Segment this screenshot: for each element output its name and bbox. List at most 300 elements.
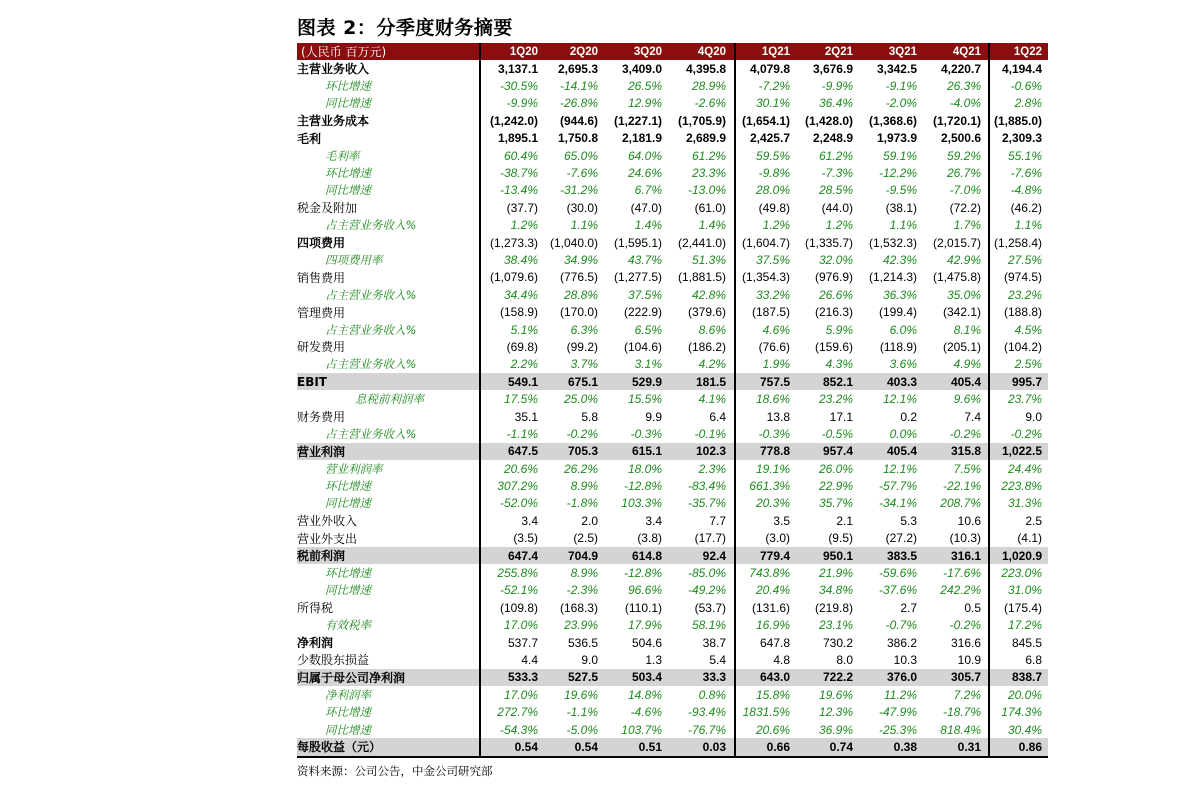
cell-2q20: 28.8% (563, 287, 598, 302)
row-label: 四项费用率 (325, 252, 383, 267)
table-row (297, 77, 1048, 94)
cell-2q21: 2.1 (836, 513, 853, 528)
cell-3q21: -2.0% (885, 96, 917, 111)
cell-2q21: 19.6% (818, 687, 853, 702)
cell-3q21: (1,214.3) (868, 270, 917, 285)
cell-1q20: 0.54 (514, 739, 538, 754)
cell-1q22: 24.4% (1007, 461, 1042, 476)
cell-2q21: 61.2% (818, 148, 853, 163)
cell-3q21: -0.7% (885, 618, 917, 633)
table-row (297, 199, 1048, 216)
cell-1q22: (175.4) (1003, 600, 1042, 615)
cell-3q21: 376.0 (886, 670, 917, 685)
cell-3q20: 503.4 (631, 670, 662, 685)
cell-1q22: 174.3% (1001, 705, 1042, 720)
cell-4q21: 10.6 (957, 513, 981, 528)
cell-1q21: (1,604.7) (741, 235, 790, 250)
cell-4q20: 102.3 (695, 444, 726, 459)
cell-1q21: (131.6) (751, 600, 790, 615)
cell-4q20: 1.4% (698, 218, 726, 233)
row-label: EBIT (297, 374, 327, 389)
cell-1q21: 643.0 (759, 670, 790, 685)
cell-1q20: (1,242.0) (489, 113, 538, 128)
cell-2q21: 722.2 (822, 670, 853, 685)
row-label: 净利润率 (325, 687, 371, 702)
cell-3q20: (1,277.5) (613, 270, 662, 285)
cell-4q21: 208.7% (940, 496, 981, 511)
cell-3q21: 11.2% (883, 687, 917, 702)
table-row (297, 147, 1048, 164)
cell-3q21: 3,342.5 (876, 61, 917, 76)
cell-1q20: (3.5) (513, 531, 538, 546)
cell-4q20: -85.0% (687, 566, 726, 581)
cell-1q21: 3.5 (773, 513, 790, 528)
cell-1q20: -1.1% (506, 426, 538, 441)
cell-3q20: 24.6% (627, 166, 662, 181)
row-label: 同比增速 (325, 496, 371, 511)
table-row (297, 721, 1048, 738)
cell-3q21: -57.7% (878, 479, 917, 494)
table-row (297, 477, 1048, 494)
cell-2q21: 950.1 (822, 548, 853, 563)
cell-2q21: 852.1 (822, 374, 853, 389)
cell-4q20: -0.1% (694, 426, 726, 441)
cell-4q21: 242.2% (940, 583, 981, 598)
cell-3q21: 42.3% (882, 252, 917, 267)
table-row (297, 321, 1048, 338)
cell-1q22: 9.0 (1025, 409, 1042, 424)
cell-4q20: 42.8% (691, 287, 726, 302)
cell-4q20: -76.7% (687, 722, 726, 737)
cell-2q21: 0.74 (829, 739, 853, 754)
cell-2q20: -31.2% (559, 183, 598, 198)
cell-2q21: -9.9% (821, 79, 853, 94)
cell-4q20: -83.4% (687, 479, 726, 494)
cell-3q20: -12.8% (623, 566, 662, 581)
cell-1q21: 1.9% (762, 357, 790, 372)
cell-4q21: (342.1) (942, 305, 981, 320)
cell-2q21: 36.9% (818, 722, 853, 737)
cell-4q21: 1.7% (953, 218, 981, 233)
cell-1q22: 31.0% (1007, 583, 1042, 598)
cell-1q20: 2.2% (510, 357, 538, 372)
cell-3q21: 1.1% (889, 218, 917, 233)
cell-1q20: -38.7% (499, 166, 538, 181)
cell-2q21: 21.9% (818, 566, 853, 581)
cell-1q20: (109.8) (499, 600, 538, 615)
cell-4q20: 38.7 (702, 635, 726, 650)
cell-1q22: 23.7% (1007, 392, 1042, 407)
cell-3q21: 0.2 (900, 409, 917, 424)
cell-1q22: 995.7 (1011, 374, 1042, 389)
cell-3q21: 2.7 (900, 600, 917, 615)
cell-1q22: 223.0% (1001, 566, 1042, 581)
cell-1q20: 3.4 (521, 513, 538, 528)
cell-1q20: 60.4% (503, 148, 538, 163)
cell-3q21: (1,368.6) (868, 113, 917, 128)
cell-3q20: 529.9 (631, 374, 662, 389)
cell-4q21: -0.2% (949, 426, 981, 441)
table-row (297, 95, 1048, 112)
cell-1q22: (46.2) (1010, 200, 1042, 215)
table-row (297, 582, 1048, 599)
row-label: 占主营业务收入% (325, 357, 417, 372)
column-header-1q20: 1Q20 (509, 45, 538, 58)
cell-1q20: 647.4 (507, 548, 538, 563)
table-bottom-rule (297, 756, 1048, 758)
cell-2q20: 527.5 (567, 670, 598, 685)
cell-1q20: 5.1% (510, 322, 538, 337)
cell-1q20: 1,895.1 (497, 131, 538, 146)
cell-3q21: 1,973.9 (876, 131, 917, 146)
cell-1q20: 549.1 (507, 374, 538, 389)
cell-4q21: 42.9% (946, 252, 981, 267)
cell-3q20: (1,227.1) (613, 113, 662, 128)
cell-1q20: (69.8) (506, 339, 538, 354)
cell-2q21: 26.0% (818, 461, 853, 476)
cell-3q20: (110.1) (624, 600, 662, 615)
cell-1q21: -9.8% (758, 166, 790, 181)
cell-3q21: 12.1% (882, 461, 917, 476)
cell-3q21: 10.3 (893, 652, 917, 667)
cell-4q21: -4.0% (949, 96, 981, 111)
cell-1q21: 20.4% (755, 583, 790, 598)
cell-3q21: -9.1% (885, 79, 917, 94)
cell-4q21: 35.0% (946, 287, 981, 302)
row-label: 每股收益（元） (297, 740, 382, 755)
table-row (297, 217, 1048, 234)
cell-4q20: 4,395.8 (685, 61, 726, 76)
cell-4q20: 23.3% (691, 166, 726, 181)
cell-2q21: 4.3% (825, 357, 853, 372)
cell-3q20: 614.8 (631, 548, 662, 563)
cell-1q21: 18.6% (755, 392, 790, 407)
cell-4q20: -13.0% (687, 183, 726, 198)
row-label: 同比增速 (325, 583, 371, 598)
cell-2q21: 2,248.9 (812, 131, 853, 146)
cell-4q20: 6.4 (709, 409, 726, 424)
cell-3q20: 0.51 (638, 739, 662, 754)
table-row (297, 530, 1048, 547)
cell-2q20: 2,695.3 (557, 61, 598, 76)
cell-2q21: 22.9% (818, 479, 853, 494)
table-row (297, 495, 1048, 512)
cell-3q20: 6.5% (634, 322, 662, 337)
row-label: 主营业务成本 (297, 114, 370, 129)
cell-1q21: 1831.5% (742, 705, 790, 720)
cell-2q21: 3,676.9 (812, 61, 853, 76)
cell-2q20: -0.2% (566, 426, 598, 441)
row-label: 研发费用 (297, 340, 346, 355)
cell-3q20: (47.0) (630, 200, 662, 215)
cell-4q20: (1,705.9) (677, 113, 726, 128)
row-label: 环比增速 (325, 479, 371, 494)
cell-2q20: -7.6% (566, 166, 598, 181)
unit-label: (人民币 百万元) (301, 45, 387, 59)
cell-2q20: (168.3) (559, 600, 598, 615)
cell-4q20: 2,689.9 (685, 131, 726, 146)
cell-2q20: -1.8% (566, 496, 598, 511)
cell-2q20: 8.9% (570, 479, 598, 494)
cell-1q20: (1,273.3) (489, 235, 538, 250)
column-header-1q22: 1Q22 (1013, 45, 1042, 58)
cell-4q20: -2.6% (694, 96, 726, 111)
cell-3q20: (222.9) (623, 305, 662, 320)
cell-3q20: 504.6 (631, 635, 662, 650)
cell-1q22: -7.6% (1010, 166, 1042, 181)
cell-4q21: (10.3) (949, 531, 981, 546)
cell-1q21: 37.5% (755, 252, 790, 267)
cell-1q20: 20.6% (503, 461, 538, 476)
column-header-3q20: 3Q20 (633, 45, 662, 58)
cell-4q21: 305.7 (950, 670, 981, 685)
row-label: 占主营业务收入% (325, 426, 417, 441)
row-label: 营业利润 (297, 444, 346, 459)
cell-3q21: (27.2) (885, 531, 917, 546)
cell-2q21: (976.9) (814, 270, 853, 285)
cell-2q20: 705.3 (567, 444, 598, 459)
cell-1q20: 4.4 (521, 652, 538, 667)
row-label: 占主营业务收入% (325, 287, 417, 302)
cell-1q21: (3.0) (765, 531, 790, 546)
table-row (297, 390, 1048, 407)
cell-4q21: 7.2% (953, 687, 981, 702)
table-row (297, 669, 1048, 686)
divider-line-2019-2020 (479, 43, 481, 756)
cell-3q21: 386.2 (886, 635, 917, 650)
cell-4q21: (205.1) (942, 339, 981, 354)
table-row (297, 303, 1048, 320)
cell-3q20: 3.1% (634, 357, 662, 372)
cell-4q21: (2,015.7) (932, 235, 981, 250)
cell-1q21: -7.2% (758, 79, 790, 94)
cell-2q20: (1,040.0) (549, 235, 598, 250)
cell-4q21: 26.3% (946, 79, 981, 94)
cell-3q20: 26.5% (627, 79, 662, 94)
cell-2q20: 5.8 (581, 409, 598, 424)
cell-3q21: 3.6% (889, 357, 917, 372)
row-label: 营业利润率 (325, 461, 383, 476)
row-label: 少数股东损益 (297, 653, 370, 668)
cell-2q21: (9.5) (828, 531, 853, 546)
cell-1q20: 307.2% (497, 479, 538, 494)
cell-3q21: (1,532.3) (868, 235, 917, 250)
financial-summary-table (297, 43, 1048, 756)
cell-3q20: -0.3% (630, 426, 662, 441)
cell-1q21: (49.8) (758, 200, 790, 215)
divider-line-2021-2022 (988, 43, 990, 756)
cell-2q21: 36.4% (818, 96, 853, 111)
cell-2q20: (99.2) (566, 339, 598, 354)
cell-4q21: 4,220.7 (940, 61, 981, 76)
cell-3q20: 17.9% (627, 618, 662, 633)
row-label: 销售费用 (297, 270, 346, 285)
cell-1q21: 743.8% (749, 566, 790, 581)
cell-4q20: 5.4 (709, 652, 726, 667)
cell-2q20: 23.9% (563, 618, 598, 633)
source-note: 资料来源：公司公告，中金公司研究部 (297, 764, 493, 778)
cell-1q22: (1,885.0) (993, 113, 1042, 128)
cell-3q21: (199.4) (878, 305, 917, 320)
cell-1q20: 17.0% (503, 687, 538, 702)
row-label: 占主营业务收入% (325, 218, 417, 233)
cell-3q21: 0.38 (893, 739, 917, 754)
table-row (297, 373, 1048, 390)
cell-2q21: 8.0 (836, 652, 853, 667)
cell-2q21: 730.2 (822, 635, 853, 650)
cell-1q22: 845.5 (1011, 635, 1042, 650)
cell-1q22: (104.2) (1003, 339, 1042, 354)
cell-4q20: 0.8% (698, 687, 726, 702)
row-label: 管理费用 (297, 305, 346, 320)
cell-3q21: -25.3% (878, 722, 917, 737)
table-row (297, 356, 1048, 373)
cell-3q21: (38.1) (885, 200, 917, 215)
row-label: 财务费用 (297, 410, 346, 424)
cell-3q20: (104.6) (623, 339, 662, 354)
cell-1q21: 30.1% (755, 96, 790, 111)
cell-4q21: 10.9 (957, 652, 981, 667)
cell-3q21: -9.5% (885, 183, 917, 198)
cell-1q21: 4,079.8 (749, 61, 790, 76)
cell-2q21: -7.3% (821, 166, 853, 181)
cell-3q20: 12.9% (627, 96, 662, 111)
table-row (297, 599, 1048, 616)
row-label: 所得税 (297, 601, 334, 616)
cell-1q22: 838.7 (1011, 670, 1042, 685)
cell-2q20: -5.0% (566, 722, 598, 737)
cell-2q20: 675.1 (567, 374, 598, 389)
cell-1q20: 255.8% (497, 566, 538, 581)
cell-4q21: (1,475.8) (932, 270, 981, 285)
column-header-4q21: 4Q21 (952, 45, 981, 58)
table-header-row (297, 43, 1048, 60)
cell-4q21: -7.0% (949, 183, 981, 198)
cell-4q20: (53.7) (694, 600, 726, 615)
cell-3q21: 36.3% (882, 287, 917, 302)
cell-2q20: 8.9% (570, 566, 598, 581)
row-label: 环比增速 (325, 566, 371, 581)
cell-1q22: 0.86 (1018, 739, 1042, 754)
cell-4q20: (61.0) (694, 200, 726, 215)
row-label: 占主营业务收入% (325, 322, 417, 337)
cell-1q21: 33.2% (755, 287, 790, 302)
cell-1q20: -9.9% (506, 96, 538, 111)
cell-1q20: 272.7% (497, 705, 538, 720)
row-label: 四项费用 (297, 236, 346, 251)
figure-title: 图表 2：分季度财务摘要 (297, 17, 513, 39)
cell-3q21: 0.0% (889, 426, 917, 441)
table-row (297, 408, 1048, 425)
cell-1q21: 20.6% (755, 722, 790, 737)
table-row (297, 338, 1048, 355)
cell-3q21: -37.6% (878, 583, 917, 598)
cell-4q20: -35.7% (687, 496, 726, 511)
cell-4q20: 28.9% (691, 79, 726, 94)
cell-2q20: -2.3% (566, 583, 598, 598)
cell-4q21: -0.2% (949, 618, 981, 633)
cell-4q20: 4.2% (698, 357, 726, 372)
cell-1q21: 16.9% (755, 618, 790, 633)
cell-2q21: (1,428.0) (804, 113, 853, 128)
table-row (297, 425, 1048, 442)
cell-2q21: 5.9% (825, 322, 853, 337)
cell-3q21: -47.9% (878, 705, 917, 720)
cell-4q20: -49.2% (687, 583, 726, 598)
cell-2q20: (776.5) (559, 270, 598, 285)
cell-1q22: 4.5% (1014, 322, 1042, 337)
cell-2q20: 25.0% (563, 392, 598, 407)
cell-4q20: 8.6% (698, 322, 726, 337)
cell-4q20: (2,441.0) (677, 235, 726, 250)
cell-3q21: 383.5 (886, 548, 917, 563)
cell-4q20: 4.1% (698, 392, 726, 407)
cell-1q21: (76.6) (758, 339, 790, 354)
cell-4q20: 51.3% (691, 252, 726, 267)
cell-3q21: 405.4 (886, 444, 917, 459)
cell-4q20: -93.4% (687, 705, 726, 720)
row-label: 息税前利润率 (355, 392, 424, 407)
cell-3q20: -4.6% (630, 705, 662, 720)
cell-1q21: 647.8 (759, 635, 790, 650)
cell-2q20: 19.6% (563, 687, 598, 702)
cell-2q21: (44.0) (821, 200, 853, 215)
cell-4q21: 4.9% (953, 357, 981, 372)
cell-2q21: (159.6) (814, 339, 853, 354)
cell-1q22: 30.4% (1007, 722, 1042, 737)
table-row (297, 738, 1048, 755)
table-row (297, 460, 1048, 477)
cell-2q21: 26.6% (818, 287, 853, 302)
cell-1q21: 779.4 (759, 548, 790, 563)
cell-1q20: 35.1 (514, 409, 538, 424)
row-label: 税前利润 (297, 549, 346, 564)
column-header-2q20: 2Q20 (569, 45, 598, 58)
cell-4q21: (72.2) (949, 200, 981, 215)
cell-2q20: 2.0 (581, 513, 598, 528)
table-row (297, 60, 1048, 77)
cell-1q21: 778.8 (759, 444, 790, 459)
cell-2q20: 34.9% (563, 252, 598, 267)
cell-1q22: (1,258.4) (993, 235, 1042, 250)
cell-3q20: 6.7% (634, 183, 662, 198)
table-row (297, 269, 1048, 286)
column-header-4q20: 4Q20 (697, 45, 726, 58)
cell-4q21: -22.1% (942, 479, 981, 494)
cell-1q22: -0.6% (1010, 79, 1042, 94)
table-row (297, 634, 1048, 651)
table-row (297, 651, 1048, 668)
cell-2q21: 12.3% (818, 705, 853, 720)
table-row (297, 112, 1048, 129)
cell-4q21: 316.1 (950, 548, 981, 563)
column-header-2q21: 2Q21 (824, 45, 853, 58)
cell-3q20: 18.0% (627, 461, 662, 476)
cell-1q20: -52.1% (499, 583, 538, 598)
cell-1q22: 31.3% (1007, 496, 1042, 511)
cell-1q20: -52.0% (499, 496, 538, 511)
cell-4q21: 405.4 (950, 374, 981, 389)
cell-3q20: 3.4 (645, 513, 662, 528)
cell-4q20: 181.5 (695, 374, 726, 389)
cell-1q22: 223.8% (1001, 479, 1042, 494)
cell-1q22: 1,020.9 (1001, 548, 1042, 563)
row-label: 毛利 (297, 131, 322, 146)
table-row (297, 686, 1048, 703)
cell-2q20: 6.3% (570, 322, 598, 337)
cell-2q20: 65.0% (563, 148, 598, 163)
cell-1q22: 27.5% (1007, 252, 1042, 267)
